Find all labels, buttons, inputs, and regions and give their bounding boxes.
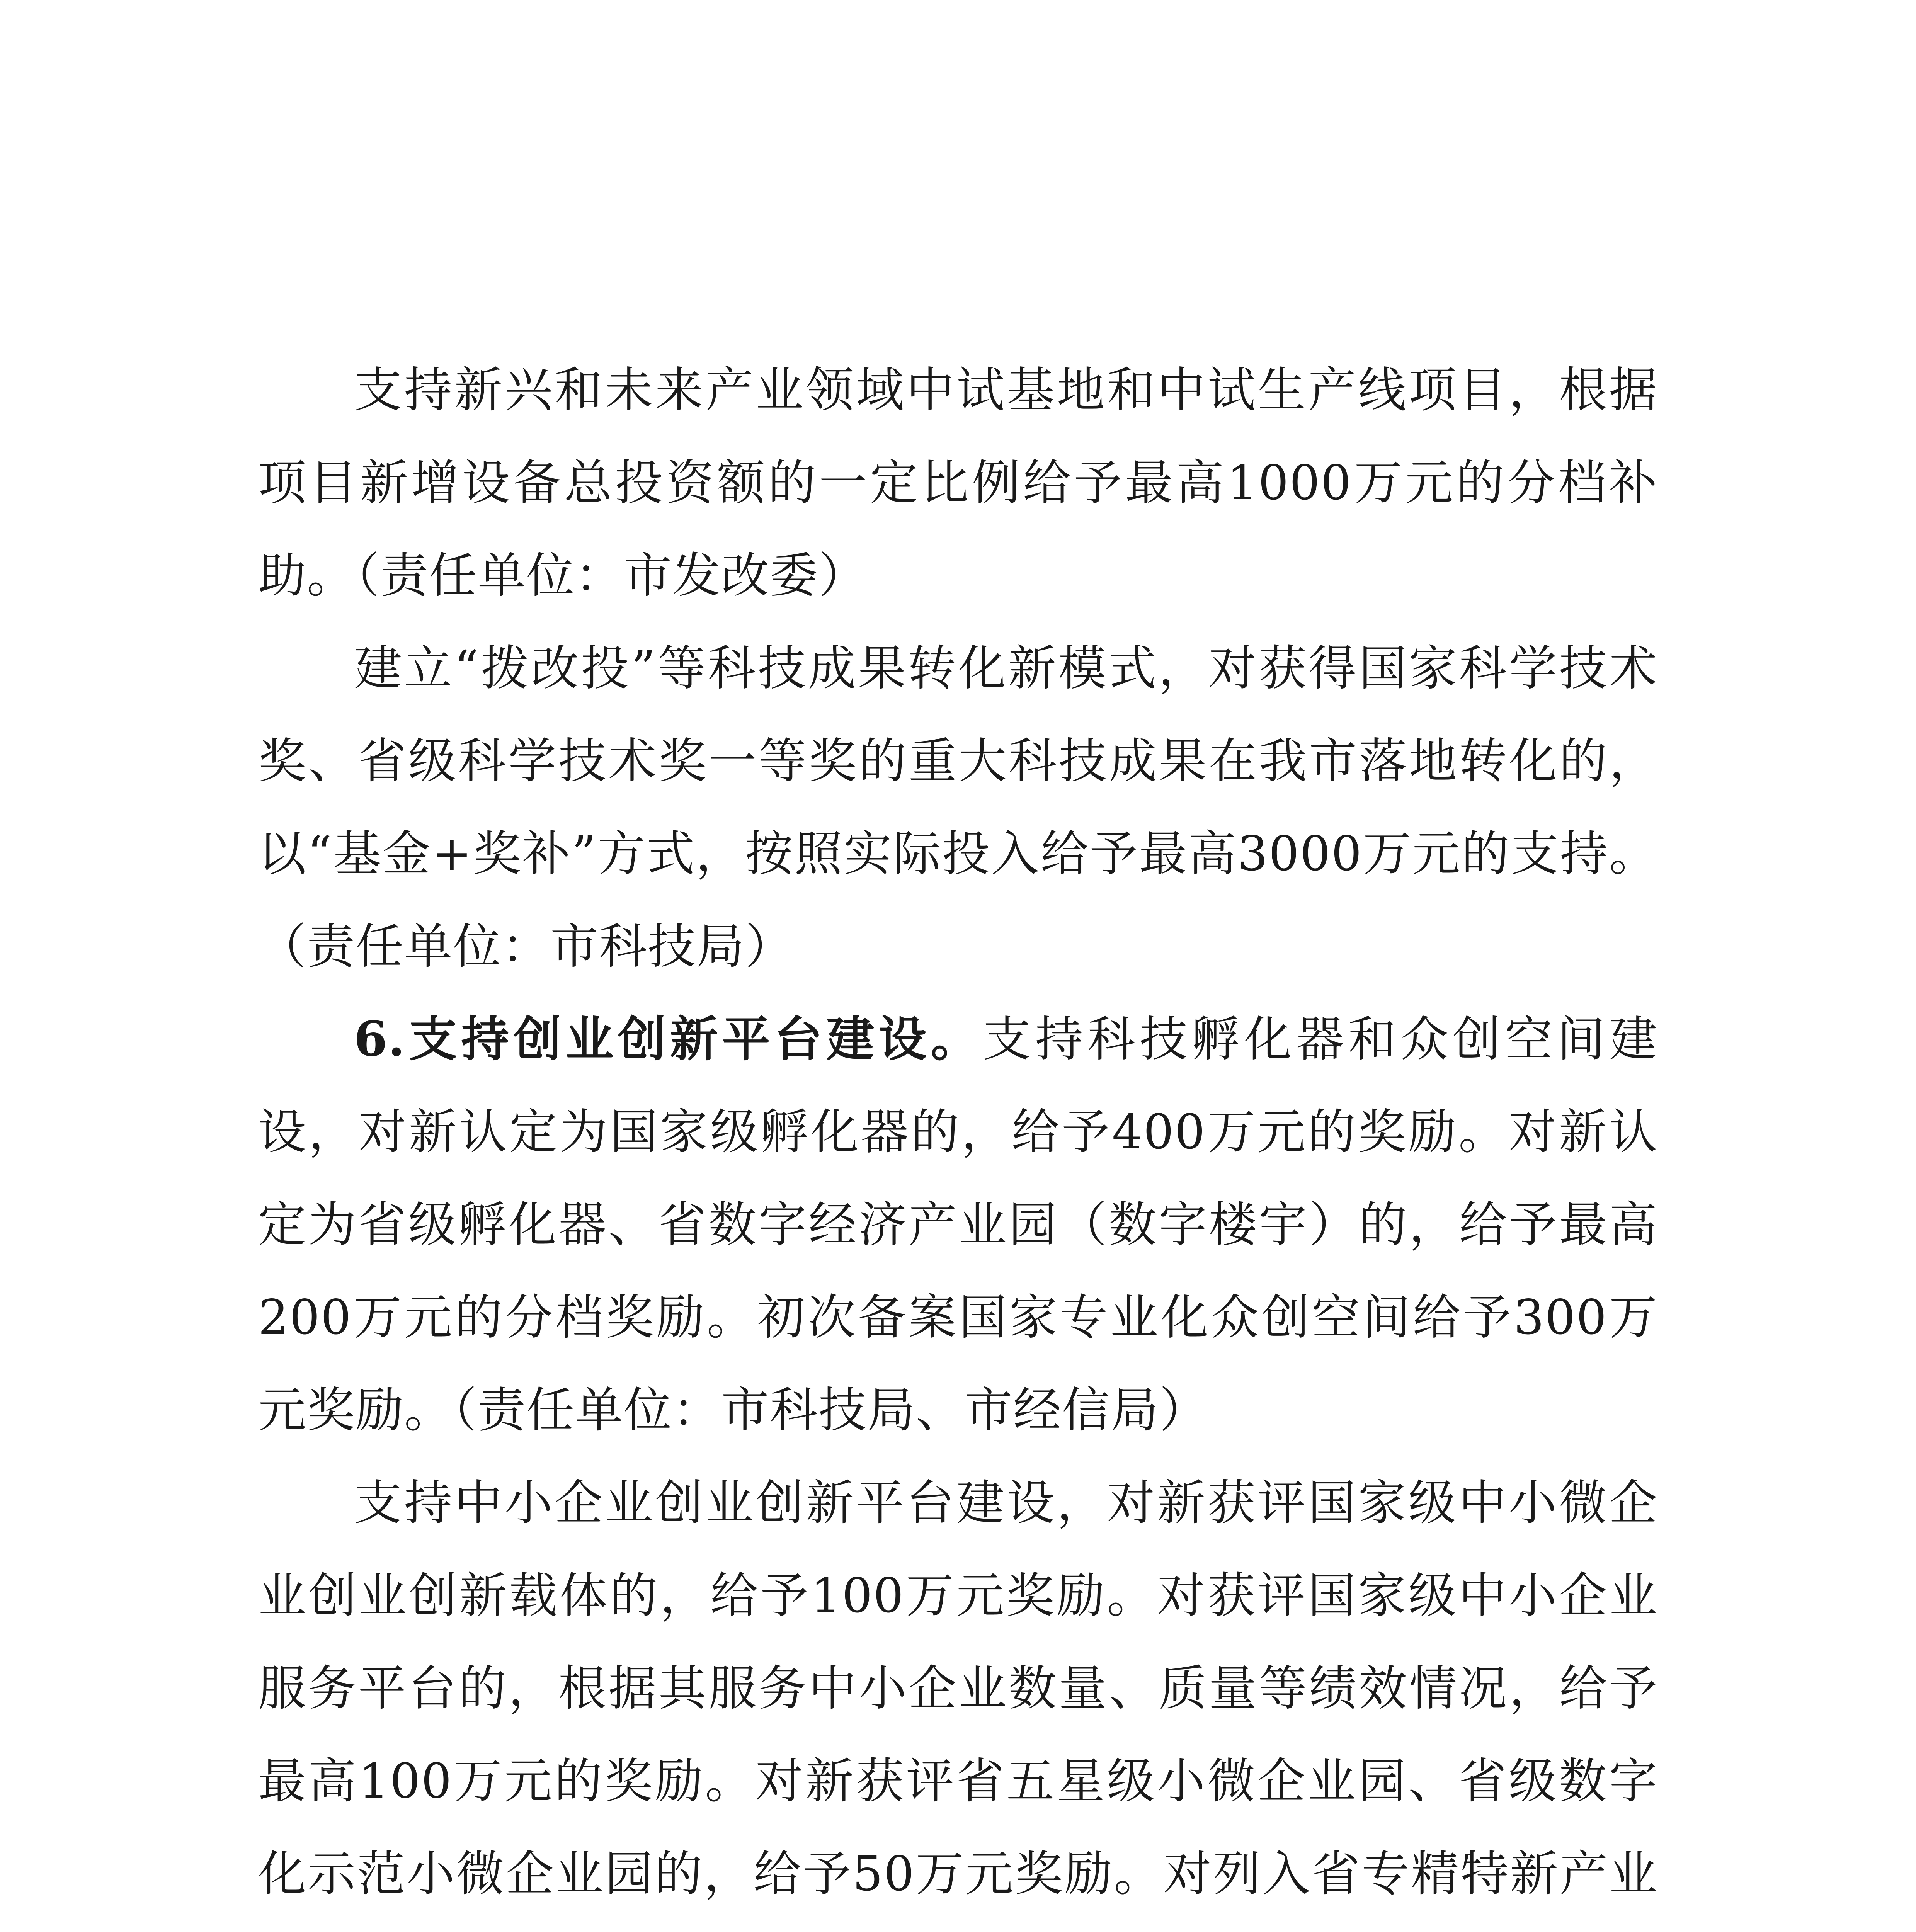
body-text: [258, 344, 1658, 1932]
paragraph-text: 支持中小企业创业创新平台建设，对新获评国家级中小微企业创业创新载体的，给予100万元奖励。对获评国家级中小企业服务平台的，根据其服务中小企业数量、质量等绩效情况，给予最高100万元的奖励。对新获评省五星级小微企业园、省级数字化示范小微企业园的，给予50万元奖励。对列入省专精特新产业: [258, 1475, 1658, 1902]
item-6-heading: 6.支持创业创新平台建设。: [354, 1011, 983, 1067]
paragraph-text: 建立“拨改投”等科技成果转化新模式，对获得国家科学技术奖、省级科学技术奖一等奖的重大科技成果在我市落地转化的，以“基金+奖补”方式，按照实际投入给予最高3000万元的支持。（责任单位：市科技局）: [258, 641, 1658, 975]
paragraph-pilot-base: [258, 344, 1658, 622]
paragraph-text: 支持新兴和未来产业领域中试基地和中试生产线项目，根据项目新增设备总投资额的一定比例给予最高1000万元的分档补助。（责任单位：市发改委）: [258, 362, 1658, 604]
paragraph-text: 支持科技孵化器和众创空间建设，对新认定为国家级孵化器的，给予400万元的奖励。对新认定为省级孵化器、省数字经济产业园（数字楼宇）的，给予最高200万元的分档奖励。初次备案国家专业化众创空间给予300万元奖励。（责任单位：市科技局、市经信局）: [258, 1012, 1658, 1438]
paragraph-item-6: [258, 993, 1658, 1457]
paragraph-tech-transfer: [258, 622, 1658, 993]
paragraph-sme-platform: [258, 1457, 1658, 1932]
